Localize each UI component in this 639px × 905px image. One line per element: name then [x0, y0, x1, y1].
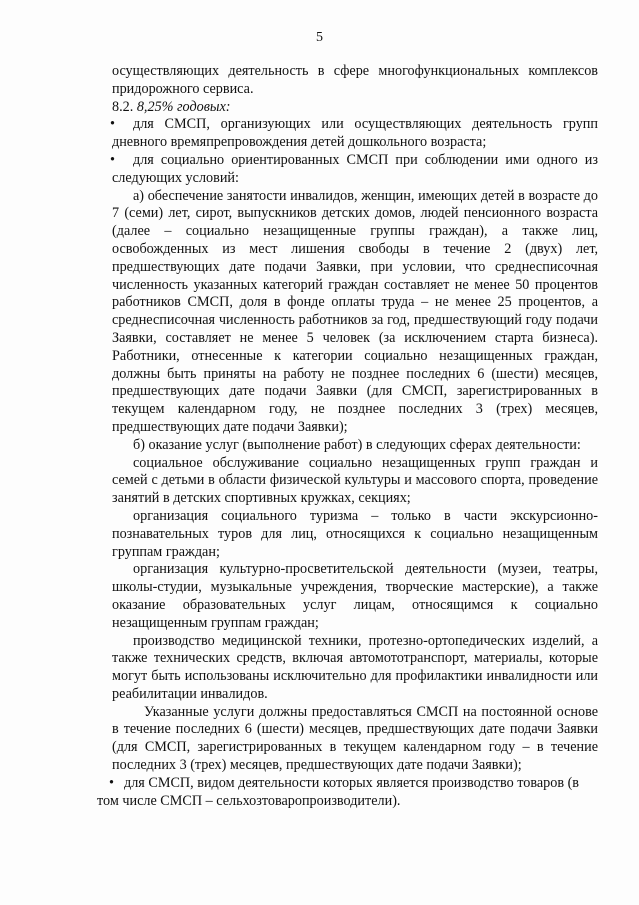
sphere-cultural-education: организация культурно-просветительской деятельности (музеи, театры, школы-студии, музыкальные учреждения, творческие мастерские), а также оказание образовательных услуг лицам, относящимся к социально незащищенным группам граждан; — [112, 561, 598, 631]
section-heading-8-2 — [112, 99, 598, 117]
bullet-icon: • — [110, 151, 115, 168]
interest-rate-label: 8,25% годовых: — [136, 98, 231, 115]
document-body — [97, 63, 598, 810]
bullet-item-text: для СМСП, организующих или осуществляющих деятельность групп дневного времяпрепровождения детей дошкольного возраста; — [112, 116, 598, 151]
bullet-item-preschool-groups — [112, 116, 598, 152]
page-number: 5 — [316, 30, 323, 45]
bullet-icon: • — [109, 774, 114, 791]
bullet-item-social-smsp — [112, 152, 598, 188]
condition-a-paragraph: а) обеспечение занятости инвалидов, женщин, имеющих детей в возрасте до 7 (семи) лет, сирот, выпускников детских домов, людей пенсионного возраста (далее – социально незащищенные группы граждан), а также лиц, освобожденных из мест лишения свободы в течение 2 (двух) лет, предшествующих дате подачи Заявки, при условии, что среднесписочная численность указанных категорий граждан составляет не менее 50 процентов работников СМСП, доля в фонде оплаты труда – не менее 25 процентов, а среднесписочная численность работников за год, предшествующий году подачи Заявки, составляет не менее 5 человек (за исключением старта бизнеса). Работники, отнесенные к категории социально незащищенных граждан, должны быть приняты на работу не позднее последних 6 (шести) месяцев, предшествующих дате подачи Заявки (для СМСП, зарегистрированных в текущем календарном году, не позднее последних 3 (трех) месяцев, предшествующих дате подачи Заявки); — [112, 187, 598, 435]
services-duration-paragraph: Указанные услуги должны предоставляться СМСП на постоянной основе в течение последних 6 (шести) месяцев, предшествующих дате подачи Заявки (для СМСП, зарегистрированных в текущем календарном году – в течение последних 3 (трех) месяцев, предшествующих дате подачи Заявки); — [112, 703, 598, 774]
section-number: 8.2. — [112, 98, 134, 115]
bullet-item-text: для социально ориентированных СМСП при соблюдении ими одного из следующих условий: — [112, 151, 598, 186]
sphere-social-service: социальное обслуживание социально незащищенных групп граждан и семей с детьми в области физической культуры и массового спорта, проведение занятий в детских спортивных кружках, секциях; — [112, 454, 598, 507]
bullet-item-text: для СМСП, видом деятельности которых является производство товаров (в том числе СМСП – сельхозтоваропроизводители). — [97, 774, 580, 809]
bullet-item-goods-production — [97, 775, 598, 811]
condition-b-paragraph: б) оказание услуг (выполнение работ) в следующих сферах деятельности: — [133, 436, 581, 453]
bullet-icon: • — [110, 116, 115, 133]
sphere-medical-equipment: производство медицинской техники, протезно-ортопедических изделий, а также технических средств, включая автомототранспорт, материалы, которые могут быть использованы исключительно для профилактики инвалидности или реабилитации инвалидов. — [112, 632, 598, 702]
sphere-social-tourism: организация социального туризма – только в части экскурсионно-познавательных туров для лиц, относящихся к социально незащищенным группам граждан; — [112, 507, 598, 560]
paragraph-continuation: осуществляющих деятельность в сфере многофункциональных комплексов придорожного сервиса. — [112, 63, 598, 97]
